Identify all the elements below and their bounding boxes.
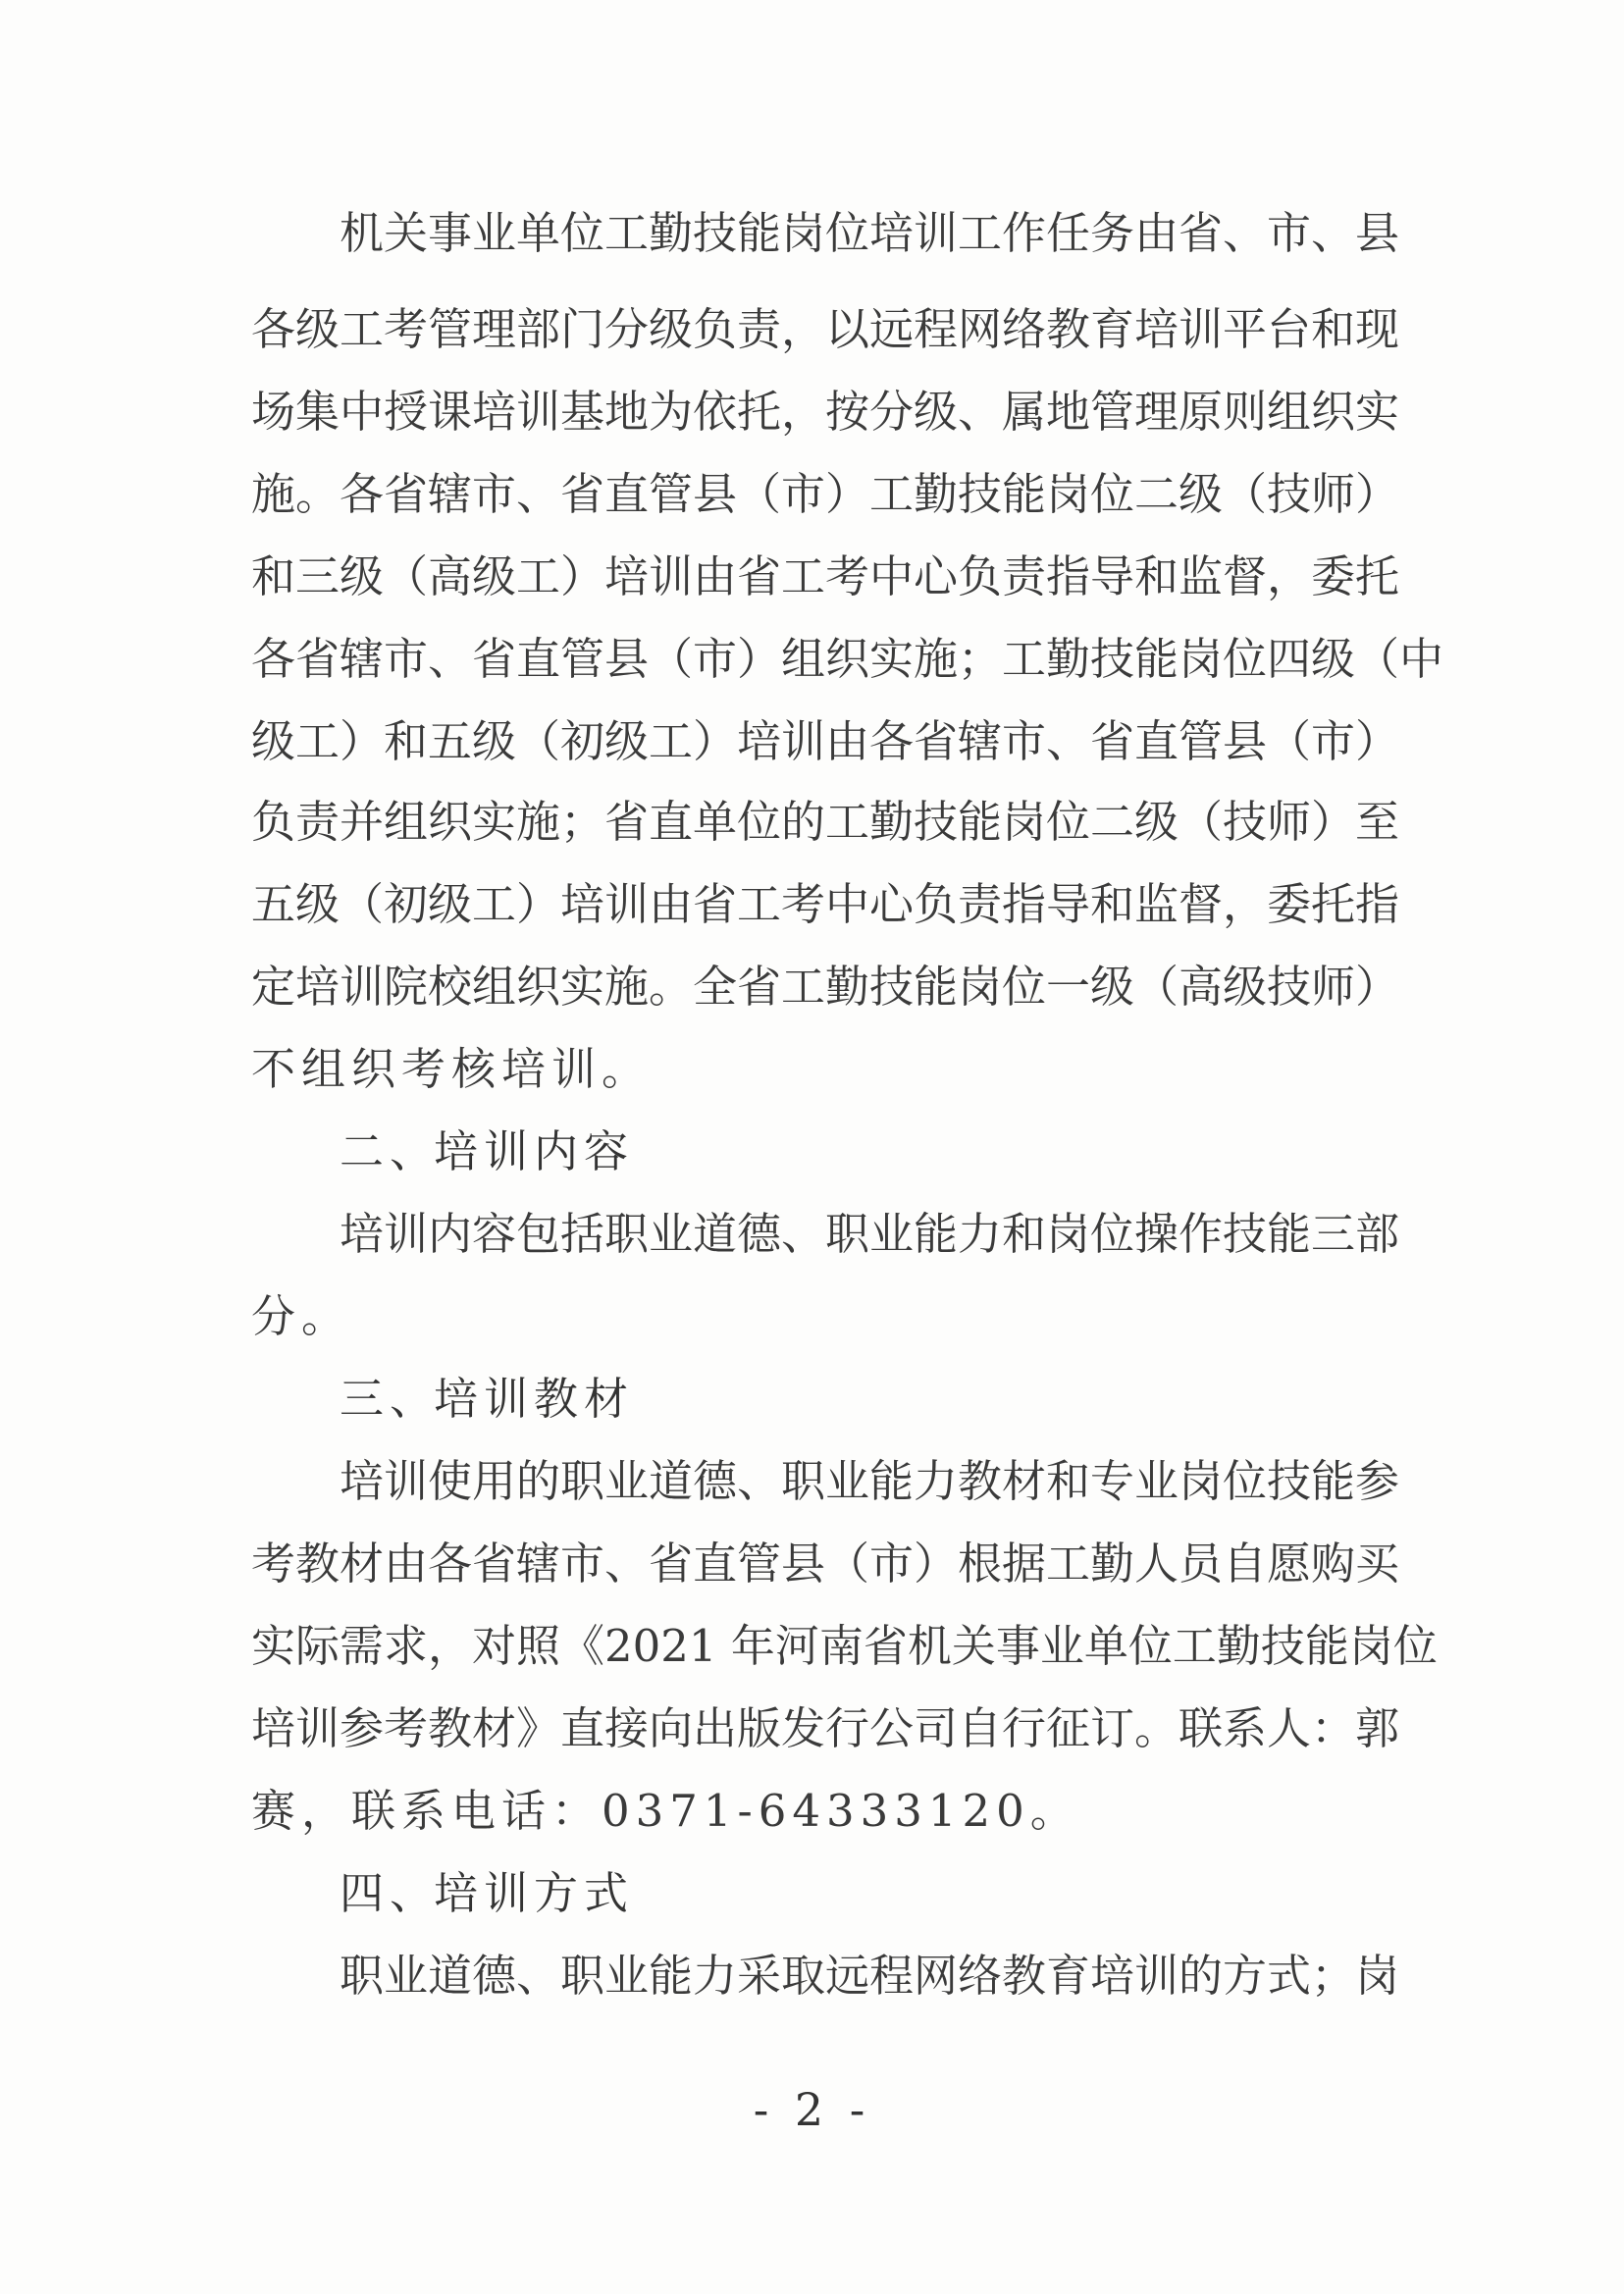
paragraph-line: 培训参考教材》直接向出版发行公司自行征订。联系人：郭 xyxy=(251,1702,1400,1754)
paragraph-line: 各级工考管理部门分级负责，以远程网络教育培训平台和现 xyxy=(251,303,1400,355)
section-title: 培训方式 xyxy=(434,1867,635,1919)
paragraph-line: 培训内容包括职业道德、职业能力和岗位操作技能三部 xyxy=(340,1208,1400,1260)
section-title: 培训教材 xyxy=(434,1373,635,1425)
paragraph-line: 和三级（高级工）培训由省工考中心负责指导和监督，委托 xyxy=(251,550,1400,602)
paragraph-line: 五级（初级工）培训由省工考中心负责指导和监督，委托指 xyxy=(251,878,1400,930)
section-heading xyxy=(340,1864,634,1923)
paragraph-line: 分。 xyxy=(251,1290,352,1342)
paragraph-line: 场集中授课培训基地为依托，按分级、属地管理原则组织实 xyxy=(251,386,1400,438)
section-number: 四、 xyxy=(340,1867,441,1919)
section-heading xyxy=(340,1370,634,1429)
paragraph-line: 培训使用的职业道德、职业能力教材和专业岗位技能参 xyxy=(340,1455,1400,1507)
paragraph-line: 赛，联系电话：0371-64333120。 xyxy=(251,1785,1080,1837)
paragraph-line: 级工）和五级（初级工）培训由各省辖市、省直管县（市） xyxy=(251,715,1400,767)
section-number: 三、 xyxy=(340,1373,441,1425)
paragraph-line: 各省辖市、省直管县（市）组织实施；工勤技能岗位四级（中 xyxy=(251,633,1444,685)
paragraph-line: 定培训院校组织实施。全省工勤技能岗位一级（高级技师） xyxy=(251,961,1400,1013)
paragraph-line: 考教材由各省辖市、省直管县（市）根据工勤人员自愿购买 xyxy=(251,1538,1400,1590)
paragraph-line: 机关事业单位工勤技能岗位培训工作任务由省、市、县 xyxy=(340,207,1400,259)
paragraph-line: 职业道德、职业能力采取远程网络教育培训的方式；岗 xyxy=(340,1950,1400,2002)
paragraph-line: 负责并组织实施；省直单位的工勤技能岗位二级（技师）至 xyxy=(251,796,1400,848)
section-heading xyxy=(340,1122,634,1181)
section-title: 培训内容 xyxy=(434,1125,635,1177)
paragraph-line: 不组织考核培训。 xyxy=(251,1043,653,1095)
paragraph-line: 实际需求，对照《2021 年河南省机关事业单位工勤技能岗位 xyxy=(251,1620,1438,1672)
page-number: - 2 - xyxy=(753,2083,871,2136)
section-number: 二、 xyxy=(340,1125,441,1177)
paragraph-line: 施。各省辖市、省直管县（市）工勤技能岗位二级（技师） xyxy=(251,468,1400,520)
